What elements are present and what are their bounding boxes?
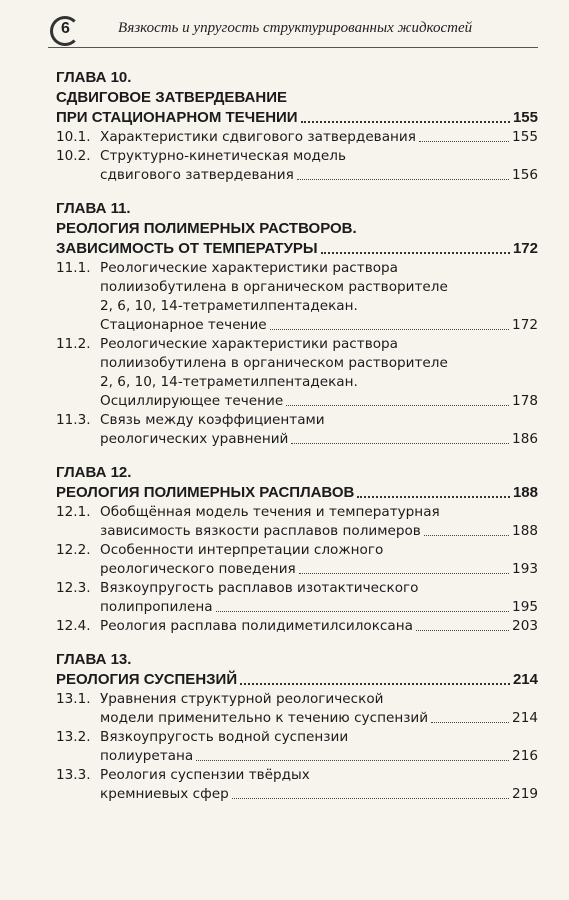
section-title-line: полиизобутилена в органическом растворителе — [100, 279, 448, 295]
toc-section — [56, 617, 538, 636]
leader-dots — [416, 630, 509, 631]
leader-dots — [232, 798, 509, 799]
leader-dots — [297, 179, 509, 180]
chapter-title-text: ПРИ СТАЦИОНАРНОМ ТЕЧЕНИИ — [56, 109, 298, 126]
leader-dots — [196, 760, 509, 761]
chapter — [56, 199, 538, 449]
section-page-number: 156 — [512, 167, 538, 183]
leader-dots — [431, 722, 509, 723]
chapter — [56, 650, 538, 804]
leader-dots — [216, 611, 509, 612]
section-title-line: Реология суспензии твёрдых — [100, 767, 310, 783]
section-title-text: Реология расплава полидиметилсилоксана — [100, 618, 413, 634]
chapter-title-text: РЕОЛОГИЯ СУСПЕНЗИЙ — [56, 671, 238, 688]
section-number: 12.1. — [56, 504, 91, 520]
section-title-line: Вязкоупругость расплавов изотактического — [100, 580, 419, 596]
section-title-last — [100, 392, 538, 411]
table-of-contents — [56, 68, 538, 818]
leader-dots — [270, 329, 509, 330]
section-number: 12.2. — [56, 542, 91, 558]
section-title-last — [100, 617, 538, 636]
toc-section — [56, 128, 538, 147]
chapter-title-line — [56, 108, 538, 128]
section-title-last — [100, 128, 538, 147]
section-page-number: 186 — [512, 431, 538, 447]
section-page-number: 219 — [512, 786, 538, 802]
section-page-number: 214 — [512, 710, 538, 726]
section-page-number: 195 — [512, 599, 538, 615]
section-title-text: полиуретана — [100, 748, 194, 764]
chapter-title-text: ЗАВИСИМОСТЬ ОТ ТЕМПЕРАТУРЫ — [56, 240, 318, 257]
logo-number: 6 — [61, 20, 70, 37]
toc-section — [56, 690, 538, 728]
section-title-line: 2, 6, 10, 14-тетраметилпентадекан. — [100, 298, 358, 314]
section-title-text: Осциллирующее течение — [100, 393, 284, 409]
chapter-page-number: 214 — [512, 671, 538, 688]
leader-dots — [301, 121, 510, 123]
section-number: 13.1. — [56, 691, 91, 707]
section-title-last — [100, 166, 538, 185]
leader-dots — [299, 573, 509, 574]
section-title-last — [100, 316, 538, 335]
section-title-line: Вязкоупругость водной суспензии — [100, 729, 349, 745]
section-title-last — [100, 560, 538, 579]
section-title-last — [100, 598, 538, 617]
section-number: 13.2. — [56, 729, 91, 745]
chapter — [56, 463, 538, 636]
section-title-line: 2, 6, 10, 14-тетраметилпентадекан. — [100, 374, 358, 390]
running-title: Вязкость и упругость структурированных жидкостей — [118, 20, 473, 36]
toc-section — [56, 411, 538, 449]
leader-dots — [419, 141, 509, 142]
section-body — [100, 259, 538, 335]
section-title-text: реологического поведения — [100, 561, 296, 577]
section-title-text: реологических уравнений — [100, 431, 289, 447]
section-body — [100, 766, 538, 804]
chapter-page-number: 188 — [512, 484, 538, 501]
toc-section — [56, 503, 538, 541]
toc-section — [56, 541, 538, 579]
section-number: 11.1. — [56, 260, 91, 276]
section-title-last — [100, 709, 538, 728]
section-title-text: модели применительно к течению суспензий — [100, 710, 429, 726]
section-number: 11.3. — [56, 412, 91, 428]
section-title-line: Особенности интерпретации сложного — [100, 542, 384, 558]
section-title-last — [100, 747, 538, 766]
section-number: 11.2. — [56, 336, 91, 352]
section-title-line: Структурно-кинетическая модель — [100, 148, 346, 164]
chapter-title-text: РЕОЛОГИЯ ПОЛИМЕРНЫХ РАСПЛАВОВ — [56, 484, 355, 501]
section-title-text: зависимость вязкости расплавов полимеров — [100, 523, 421, 539]
section-number: 12.4. — [56, 618, 91, 634]
section-page-number: 193 — [512, 561, 538, 577]
section-number: 10.2. — [56, 148, 91, 164]
chapter-title-line: РЕОЛОГИЯ ПОЛИМЕРНЫХ РАСТВОРОВ. — [56, 220, 357, 237]
section-page-number: 178 — [512, 393, 538, 409]
section-title-line: Обобщённая модель течения и температурная — [100, 504, 440, 520]
section-title-last — [100, 522, 538, 541]
section-number: 12.3. — [56, 580, 91, 596]
chapter — [56, 68, 538, 185]
section-body — [100, 503, 538, 541]
toc-section — [56, 766, 538, 804]
section-body — [100, 579, 538, 617]
section-title-line: Реологические характеристики раствора — [100, 260, 398, 276]
chapter-title-line: СДВИГОВОЕ ЗАТВЕРДЕВАНИЕ — [56, 89, 287, 106]
section-body — [100, 541, 538, 579]
section-title-text: кремниевых сфер — [100, 786, 229, 802]
section-title-last — [100, 430, 538, 449]
chapter-title-line — [56, 239, 538, 259]
section-page-number: 203 — [512, 618, 538, 634]
leader-dots — [321, 252, 510, 254]
toc-section — [56, 728, 538, 766]
section-title-text: полипропилена — [100, 599, 213, 615]
section-body — [100, 411, 538, 449]
section-body — [100, 690, 538, 728]
leader-dots — [286, 405, 509, 406]
section-title-line: Связь между коэффициентами — [100, 412, 325, 428]
section-title-text: Стационарное течение — [100, 317, 267, 333]
chapter-title-line — [56, 670, 538, 690]
header-rule — [48, 47, 538, 48]
leader-dots — [424, 535, 509, 536]
section-page-number: 216 — [512, 748, 538, 764]
section-number: 13.3. — [56, 767, 91, 783]
chapter-label: ГЛАВА 10. — [56, 69, 132, 86]
toc-section — [56, 147, 538, 185]
chapter-label: ГЛАВА 13. — [56, 651, 132, 668]
section-title-line: Реологические характеристики раствора — [100, 336, 398, 352]
section-page-number: 188 — [512, 523, 538, 539]
section-title-line: Уравнения структурной реологической — [100, 691, 384, 707]
chapter-title-line — [56, 483, 538, 503]
section-body — [100, 128, 538, 147]
section-number: 10.1. — [56, 129, 91, 145]
section-page-number: 172 — [512, 317, 538, 333]
toc-section — [56, 259, 538, 335]
leader-dots — [240, 683, 510, 685]
leader-dots — [291, 443, 509, 444]
section-page-number: 155 — [512, 129, 538, 145]
section-body — [100, 147, 538, 185]
page-header — [0, 0, 569, 70]
toc-section — [56, 335, 538, 411]
chapter-label: ГЛАВА 11. — [56, 200, 131, 217]
section-body — [100, 617, 538, 636]
section-body — [100, 335, 538, 411]
chapter-page-number: 172 — [512, 240, 538, 257]
chapter-label: ГЛАВА 12. — [56, 464, 132, 481]
leader-dots — [357, 496, 510, 498]
section-title-last — [100, 785, 538, 804]
chapter-page-number: 155 — [512, 109, 538, 126]
section-title-line: полиизобутилена в органическом растворителе — [100, 355, 448, 371]
section-body — [100, 728, 538, 766]
section-title-text: Характеристики сдвигового затвердевания — [100, 129, 416, 145]
toc-section — [56, 579, 538, 617]
section-title-text: сдвигового затвердевания — [100, 167, 294, 183]
